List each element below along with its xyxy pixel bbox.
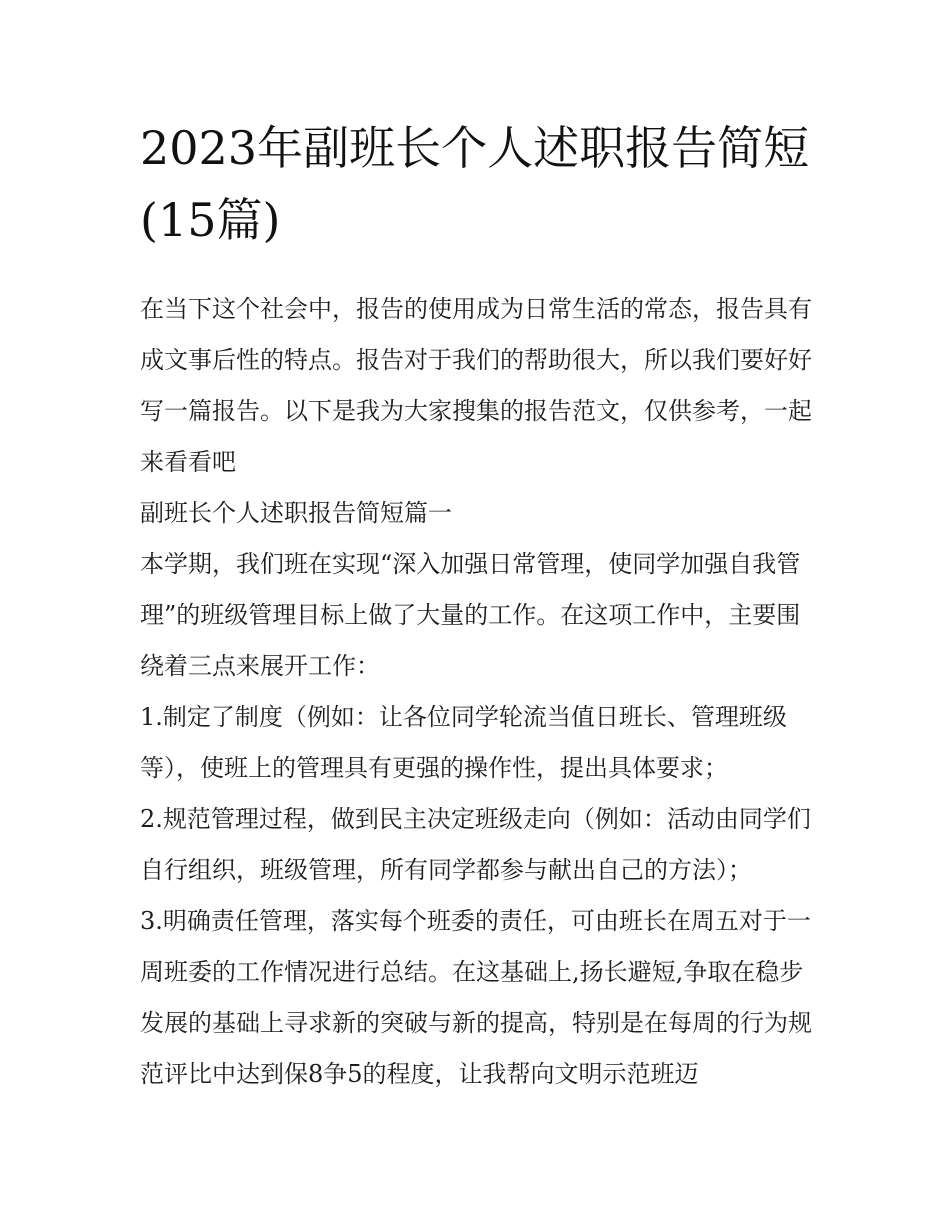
document-content bbox=[140, 112, 820, 1100]
document-title-text: 2023年副班长个人述职报告简短(15篇) bbox=[140, 121, 810, 247]
list-item-2: 2.规范管理过程，做到民主决定班级走向（例如：活动由同学们自行组织，班级管理，所有同学都参与献出自己的方法）； bbox=[140, 805, 811, 884]
section-heading: 副班长个人述职报告简短篇一 bbox=[140, 499, 452, 527]
section-intro-paragraph: 本学期，我们班在实现“深入加强日常管理，使同学加强自我管理”的班级管理目标上做了大量的工作。在这项工作中，主要围绕着三点来展开工作： bbox=[140, 550, 801, 680]
list-item-1: 1.制定了制度（例如：让各位同学轮流当值日班长、管理班级等），使班上的管理具有更强的操作性，提出具体要求； bbox=[140, 703, 787, 782]
list-item-3: 3.明确责任管理，落实每个班委的责任，可由班长在周五对于一周班委的工作情况进行总结。在这基础上,扬长避短,争取在稳步发展的基础上寻求新的突破与新的提高，特别是在每周的行为规范评比中达到保8争5的程度，让我帮向文明示范班迈 bbox=[140, 907, 812, 1088]
intro-paragraph: 在当下这个社会中，报告的使用成为日常生活的常态，报告具有成文事后性的特点。报告对于我们的帮助很大，所以我们要好好写一篇报告。以下是我为大家搜集的报告范文，仅供参考，一起来看看吧 bbox=[140, 295, 812, 476]
document-title bbox=[140, 112, 820, 256]
